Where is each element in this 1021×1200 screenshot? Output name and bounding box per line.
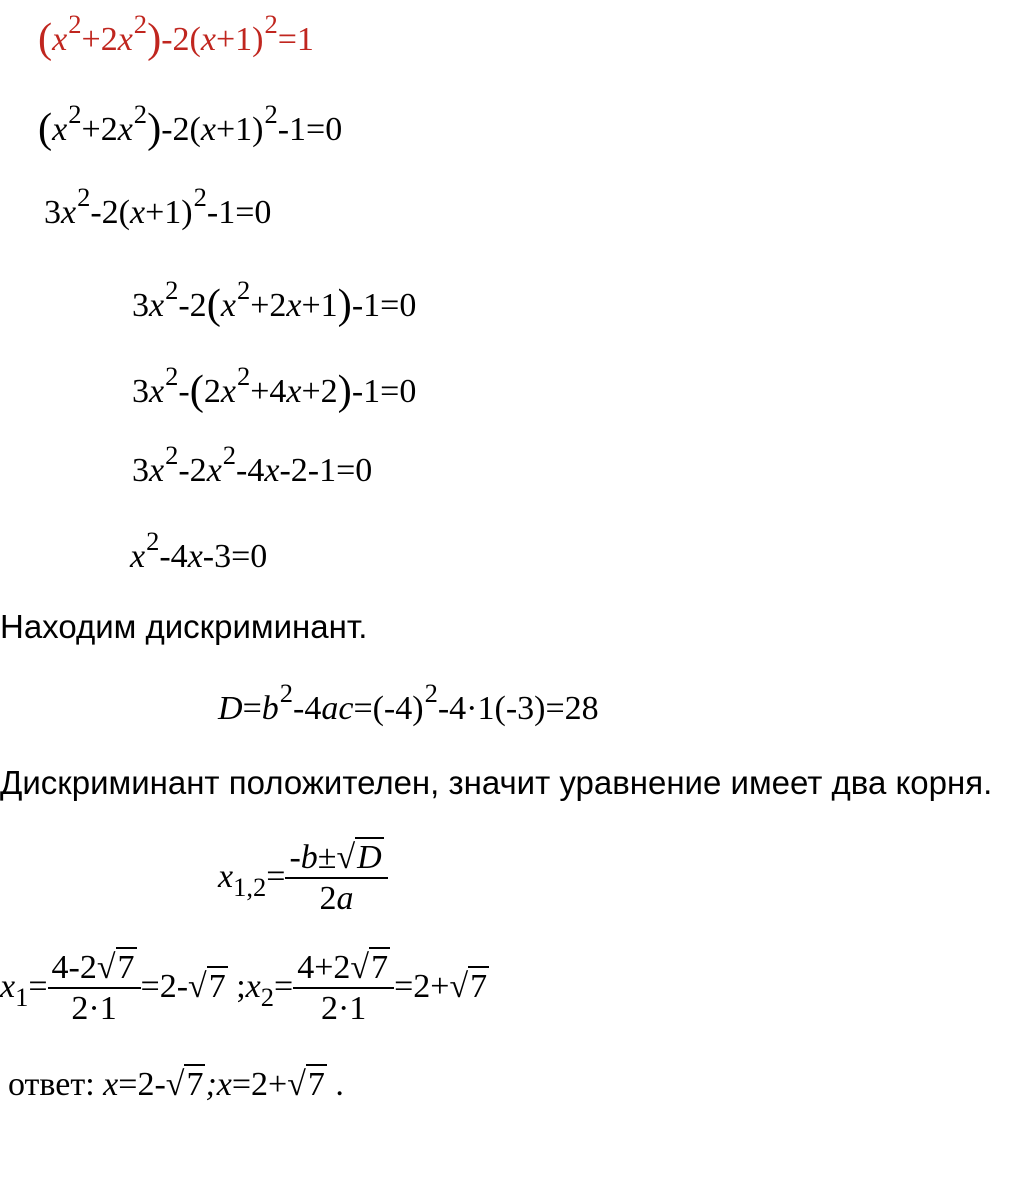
roots-values: $x_1=$ $\frac{4-2√7}{2\cdot 1}$ =2-√7 $;x_2=$ $\frac{4+2√7}{2\cdot 1}$ =2+√7 (0, 949, 488, 1028)
answer-value: x=2-√7;x=2+√7 . (103, 1066, 344, 1103)
text-find-discriminant: Находим дискриминант. (0, 608, 368, 645)
roots-general-formula: $x_{1,2}=$ $\frac{-b\pm√D}{2a}$ (218, 838, 388, 920)
answer-line (8, 1068, 344, 1102)
equation-step-1: $(x^2+2x^2)-2(x+1)^2=1$ (38, 8, 314, 62)
equation-step-5: $3x^2-(2x^2+4x+2)-1=0$ (132, 360, 417, 414)
equation-step-2: $(x^2+2x^2)-2(x+1)^2-1=0$ (38, 98, 343, 152)
answer-label: ответ: (8, 1066, 95, 1103)
text-two-roots: Дискриминант положителен, значит уравнение имеет два корня. (0, 764, 993, 801)
discriminant-formula: $D=b^2-4ac=(-4)^2-4\cdot 1(-3)=28$ (218, 677, 599, 727)
equation-step-6: $3x^2-2x^2-4x-2-1=0$ (132, 439, 373, 489)
equation-step-4: $3x^2-2(x^2+2x+1)-1=0$ (132, 274, 417, 328)
equation-step-7: $x^2-4x-3=0$ (130, 525, 268, 575)
equation-step-3: $3x^2-2(x+1)^2-1=0$ (44, 181, 272, 231)
